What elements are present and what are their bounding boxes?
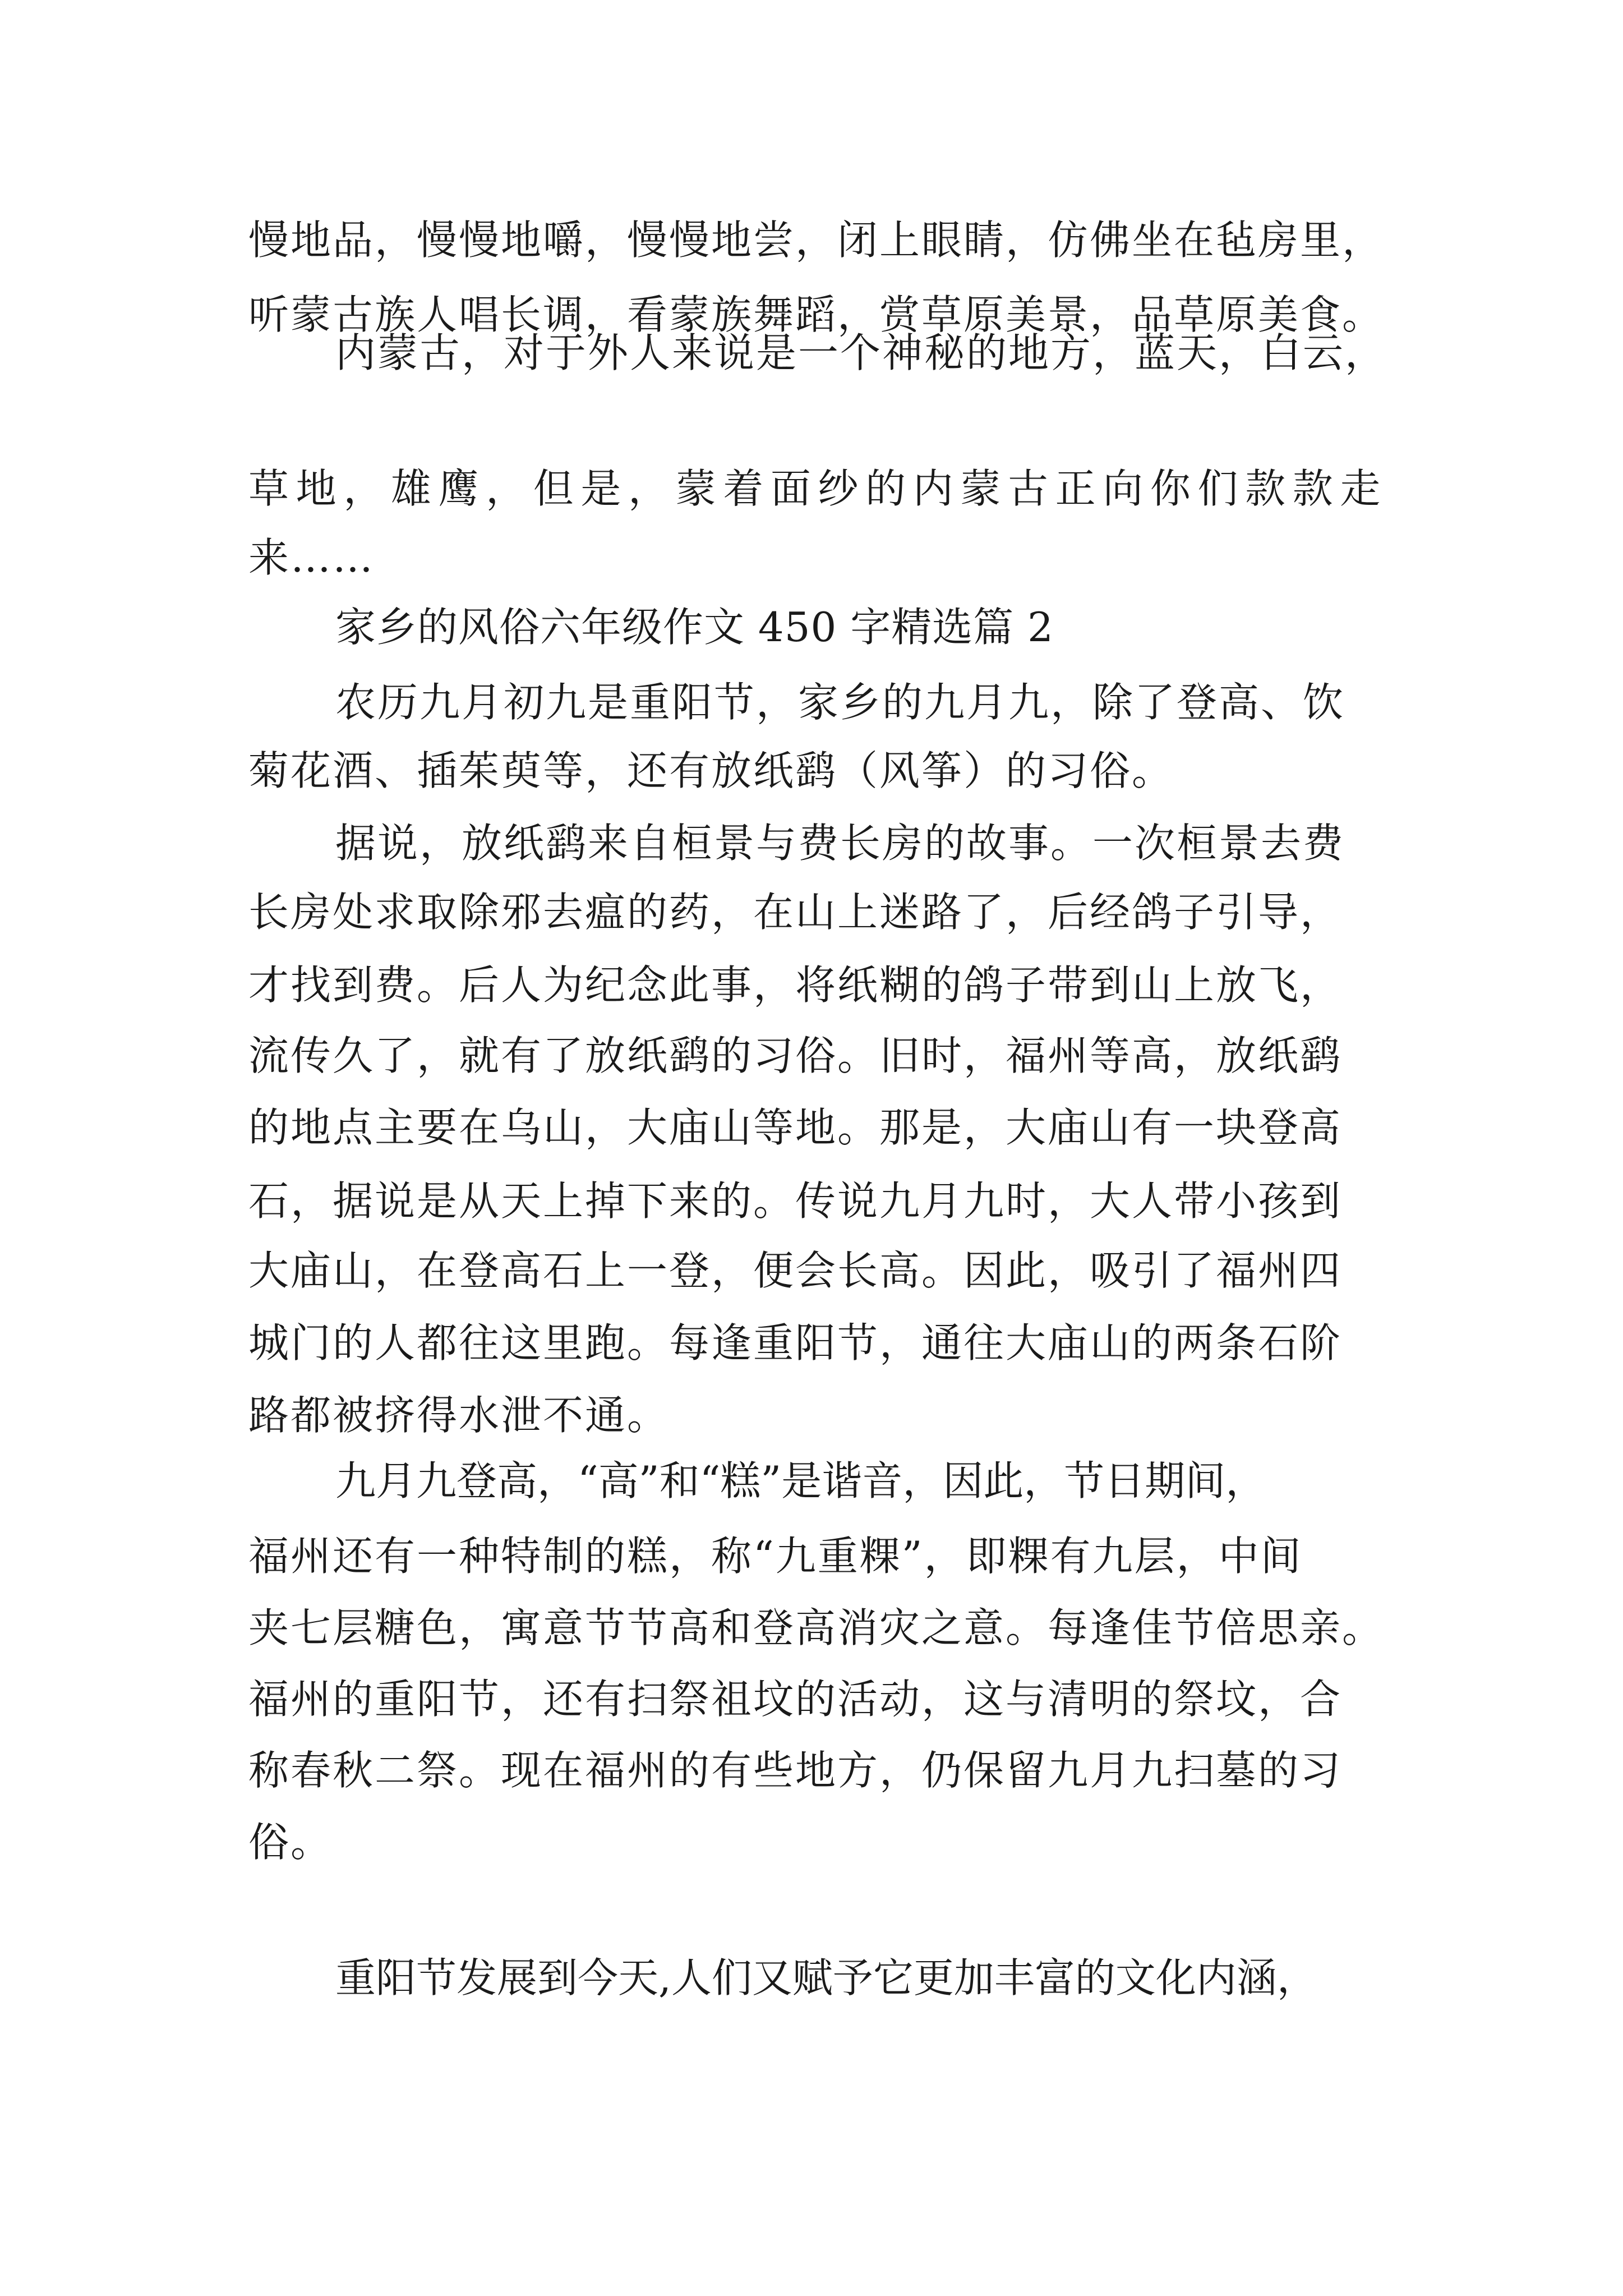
text-line: 听蒙古族人唱长调，看蒙族舞蹈，赏草原美景，品草原美食。 <box>248 291 1385 338</box>
text-line: 农历九月初九是重阳节，家乡的九月九，除了登高、饮 <box>335 679 1345 726</box>
text-line: 福州的重阳节，还有扫祭祖坟的活动，这与清明的祭坟，合 <box>248 1676 1343 1723</box>
text-line: 流传久了，就有了放纸鹞的习俗。旧时，福州等高，放纸鹞 <box>248 1032 1343 1079</box>
text-line: 大庙山，在登高石上一登，便会长高。因此，吸引了福州四 <box>248 1247 1343 1294</box>
text-line: 城门的人都往这里跑。每逢重阳节，通往大庙山的两条石阶 <box>248 1319 1343 1366</box>
text-line: 石，据说是从天上掉下来的。传说九月九时，大人带小孩到 <box>248 1177 1343 1225</box>
text-line: 夹七层糖色，寓意节节高和登高消灾之意。每逢佳节倍思亲。 <box>248 1604 1385 1651</box>
text-line: 才找到费。后人为纪念此事，将纸糊的鸽子带到山上放飞， <box>248 961 1343 1009</box>
text-line: 俗。 <box>248 1819 333 1866</box>
text-line: 内蒙古，对于外人来说是一个神秘的地方，蓝天，白云， <box>335 329 1387 376</box>
text-line: 长房处求取除邪去瘟的药，在山上迷路了，后经鸽子引导， <box>248 889 1343 936</box>
text-line: 福州还有一种特制的糕，称“九重粿”，即粿有九层，中间 <box>248 1533 1303 1580</box>
text-line: 来…… <box>248 534 375 581</box>
text-line: 重阳节发展到今天,人们又赋予它更加丰富的文化内涵， <box>335 1954 1317 2001</box>
text-line: 九月九登高，“高”和“糕”是谐音，因此，节日期间， <box>335 1457 1266 1504</box>
text-line: 称春秋二祭。现在福州的有些地方，仍保留九月九扫墓的习 <box>248 1747 1343 1794</box>
text-line: 慢地品，慢慢地嚼，慢慢地尝，闭上眼睛，仿佛坐在毡房里， <box>248 217 1385 264</box>
text-line: 据说，放纸鹞来自桓景与费长房的故事。一次桓景去费 <box>335 820 1345 867</box>
text-line: 路都被挤得水泄不通。 <box>248 1392 670 1439</box>
section-heading: 家乡的风俗六年级作文 450 字精选篇 2 <box>335 604 1054 651</box>
text-line: 草地，雄鹰，但是，蒙着面纱的内蒙古正向你们款款走 <box>248 465 1387 512</box>
text-line: 的地点主要在乌山，大庙山等地。那是，大庙山有一块登高 <box>248 1104 1343 1151</box>
text-line: 菊花酒、插茱萸等，还有放纸鹞（风筝）的习俗。 <box>248 747 1174 794</box>
